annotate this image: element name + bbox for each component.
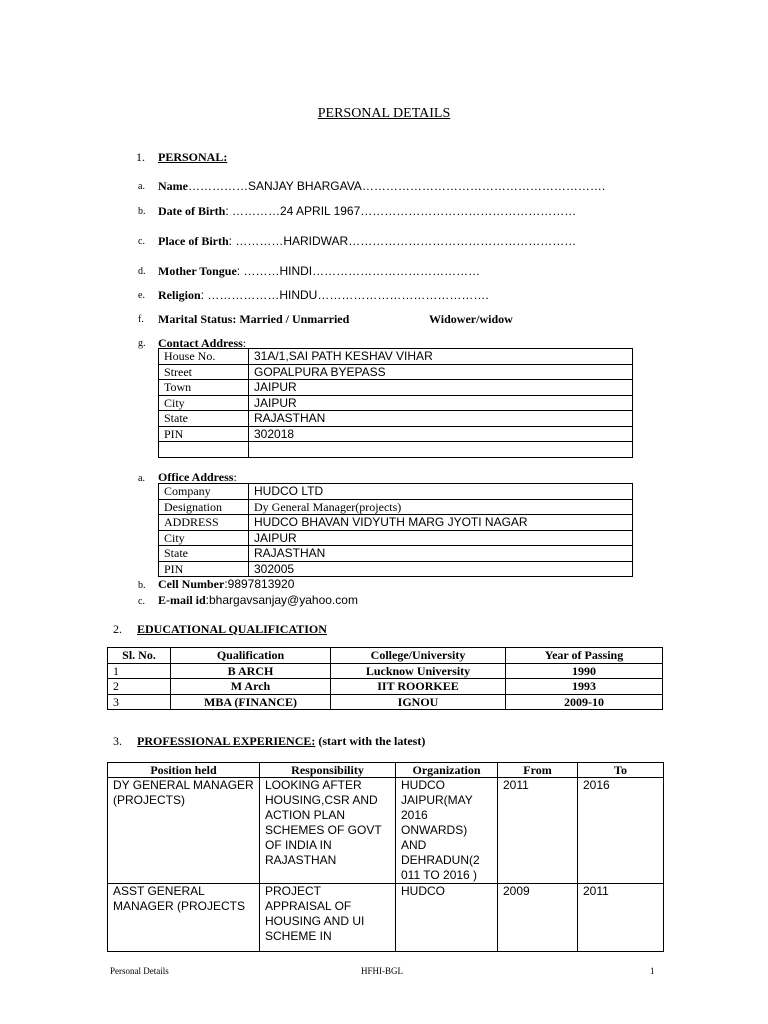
contact-value: GOPALPURA BYEPASS [249, 364, 633, 380]
mother-tongue-letter: d. [138, 266, 146, 277]
exp-cell: LOOKING AFTER HOUSING,CSR AND ACTION PLAN SCHEMES OF GOVT OF INDIA IN RAJASTHAN [260, 778, 396, 884]
religion-letter: e. [138, 290, 145, 301]
email-letter: c. [138, 596, 145, 607]
marital-extra: Widower/widow [429, 312, 513, 326]
exp-header: Organization [396, 763, 498, 778]
email-row [158, 593, 358, 608]
office-field: State [159, 546, 249, 562]
office-value: RAJASTHAN [249, 546, 633, 562]
table-row [159, 546, 633, 562]
exp-header: From [498, 763, 578, 778]
table-row [159, 411, 633, 427]
edu-header: Year of Passing [506, 648, 663, 664]
office-value: HUDCO BHAVAN VIDYUTH MARG JYOTI NAGAR [249, 515, 633, 531]
table-row [108, 884, 664, 952]
edu-cell: B ARCH [171, 663, 331, 679]
office-field: Designation [159, 499, 249, 515]
table-row [159, 561, 633, 577]
exp-header: Position held [108, 763, 260, 778]
exp-header: Responsibility [260, 763, 396, 778]
name-label: Name [158, 179, 188, 193]
section-1-label: PERSONAL: [158, 150, 228, 164]
mother-tongue-value: : ………HINDI…………………………………… [236, 264, 481, 278]
section-3-label: PROFESSIONAL EXPERIENCE: [137, 734, 316, 748]
table-row [159, 442, 633, 458]
section-3-row [137, 734, 425, 749]
edu-header: Qualification [171, 648, 331, 664]
pob-row [158, 234, 576, 249]
edu-header: College/University [331, 648, 506, 664]
contact-letter: g. [138, 338, 146, 349]
contact-field: PIN [159, 426, 249, 442]
experience-table [107, 762, 664, 952]
office-field: PIN [159, 561, 249, 577]
contact-value: JAIPUR [249, 380, 633, 396]
office-letter: a. [138, 473, 145, 484]
cell-row [158, 577, 294, 592]
footer-left: Personal Details [110, 966, 169, 976]
table-row [159, 530, 633, 546]
section-2-label: EDUCATIONAL QUALIFICATION [137, 622, 327, 636]
exp-cell: PROJECT APPRAISAL OF HOUSING AND UI SCHEME IN [260, 884, 396, 952]
footer-page-number: 1 [650, 966, 655, 976]
mother-tongue-label: Mother Tongue [158, 264, 237, 278]
table-row [159, 426, 633, 442]
office-field: ADDRESS [159, 515, 249, 531]
section-3-note: (start with the latest) [318, 734, 426, 748]
edu-cell: 1993 [506, 679, 663, 695]
name-row [158, 179, 605, 194]
edu-cell: 2 [108, 679, 171, 695]
marital-row [158, 312, 349, 327]
table-row [159, 380, 633, 396]
contact-field: City [159, 395, 249, 411]
table-row [159, 515, 633, 531]
edu-cell: 1990 [506, 663, 663, 679]
dob-row [158, 204, 576, 219]
edu-cell: 2009-10 [506, 694, 663, 710]
contact-field: Street [159, 364, 249, 380]
page-title: PERSONAL DETAILS [317, 106, 451, 121]
exp-cell: 2011 [498, 778, 578, 884]
dob-value: : …………24 APRIL 1967……………………………………………… [225, 204, 577, 218]
office-colon: : [233, 470, 237, 484]
edu-cell: IIT ROORKEE [331, 679, 506, 695]
mother-tongue-row [158, 264, 480, 279]
name-letter: a. [138, 181, 145, 192]
cell-letter: b. [138, 580, 146, 591]
marital-letter: f. [138, 314, 144, 325]
edu-cell: MBA (FINANCE) [171, 694, 331, 710]
exp-cell: ASST GENERAL MANAGER (PROJECTS [108, 884, 260, 952]
edu-cell: 3 [108, 694, 171, 710]
office-value: Dy General Manager(projects) [249, 499, 633, 515]
table-row [108, 694, 663, 710]
office-value: JAIPUR [249, 530, 633, 546]
exp-cell: DY GENERAL MANAGER (PROJECTS) [108, 778, 260, 884]
contact-field: House No. [159, 349, 249, 365]
pob-value: : …………HARIDWAR………………………………………………… [228, 234, 577, 248]
office-value: 302005 [249, 561, 633, 577]
education-table [107, 647, 663, 710]
edu-header: Sl. No. [108, 648, 171, 664]
cell-value: :9897813920 [224, 577, 295, 591]
contact-field: Town [159, 380, 249, 396]
table-header-row [108, 763, 664, 778]
marital-label: Marital Status [158, 312, 233, 326]
table-row [108, 663, 663, 679]
contact-value: JAIPUR [249, 395, 633, 411]
religion-row [158, 288, 489, 303]
marital-value: : Married / Unmarried [232, 312, 350, 326]
contact-value: 31A/1,SAI PATH KESHAV VIHAR [249, 349, 633, 365]
edu-cell: IGNOU [331, 694, 506, 710]
contact-field: State [159, 411, 249, 427]
section-3-number: 3. [113, 734, 122, 748]
exp-cell: HUDCO [396, 884, 498, 952]
exp-cell: 2009 [498, 884, 578, 952]
section-2-number: 2. [113, 622, 122, 636]
cell-label: Cell Number [158, 577, 225, 591]
religion-value: : ………………HINDU……………………………………. [200, 288, 489, 302]
table-row [159, 395, 633, 411]
pob-label: Place of Birth [158, 234, 229, 248]
dob-letter: b. [138, 206, 146, 217]
table-row [159, 499, 633, 515]
contact-address-table [158, 348, 633, 458]
contact-field [159, 442, 249, 458]
contact-colon: : [242, 336, 247, 350]
exp-cell: HUDCO JAIPUR(MAY 2016 ONWARDS) AND DEHRADUN(2 011 TO 2016 ) [396, 778, 498, 884]
exp-cell: 2011 [578, 884, 664, 952]
exp-cell: 2016 [578, 778, 664, 884]
edu-cell: Lucknow University [331, 663, 506, 679]
pob-letter: c. [138, 236, 145, 247]
table-row [159, 484, 633, 500]
contact-value [249, 442, 633, 458]
table-header-row [108, 648, 663, 664]
section-1-number: 1. [136, 150, 145, 164]
email-value: :bhargavsanjay@yahoo.com [205, 593, 358, 607]
office-address-table [158, 483, 633, 577]
office-value: HUDCO LTD [249, 484, 633, 500]
contact-value: RAJASTHAN [249, 411, 633, 427]
table-row [108, 679, 663, 695]
contact-label: Contact Address [158, 336, 243, 350]
table-row [159, 364, 633, 380]
table-row [108, 778, 664, 884]
religion-label: Religion [158, 288, 201, 302]
table-row [159, 349, 633, 365]
email-label: E-mail id [158, 593, 206, 607]
footer-center: HFHI-BGL [361, 966, 403, 976]
office-field: Company [159, 484, 249, 500]
edu-cell: M Arch [171, 679, 331, 695]
exp-header: To [578, 763, 664, 778]
contact-value: 302018 [249, 426, 633, 442]
edu-cell: 1 [108, 663, 171, 679]
dob-label: Date of Birth [158, 204, 226, 218]
office-label: Office Address [158, 470, 234, 484]
name-value: ……………SANJAY BHARGAVA……………………………………………………. [188, 179, 606, 193]
office-field: City [159, 530, 249, 546]
